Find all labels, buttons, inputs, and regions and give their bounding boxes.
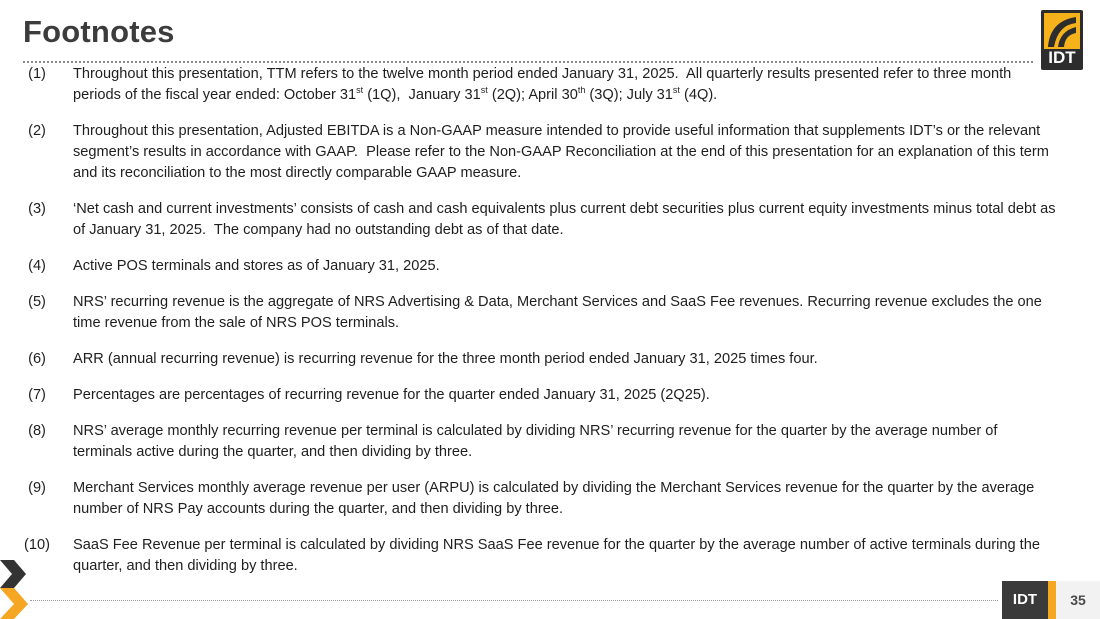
chevron-decoration-icon [0, 560, 30, 619]
footnote-item [0, 64, 1060, 106]
footnote-text: Merchant Services monthly average revenue per user (ARPU) is calculated by dividing the Merchant Services revenue for the quarter by the average number of NRS Pay accounts during the quarter, and then dividing by three. [73, 480, 1035, 517]
footer-accent-bar [1048, 581, 1056, 619]
footnotes-list [0, 64, 1060, 592]
footnote-text: NRS’ average monthly recurring revenue per terminal is calculated by dividing NRS’ recurring revenue for the quarter by the average number of terminals active during the quarter, and then dividing by three. [73, 423, 998, 460]
footer-divider [30, 600, 998, 601]
footnote-item [0, 535, 1060, 577]
footnote-text: Throughout this presentation, Adjusted EBITDA is a Non-GAAP measure intended to provide useful information that supplements IDT’s or the relevant segment’s results in accordance with GAAP. Please refer to the Non-GAAP Reconciliation at the end of this presentation for an explanation of this term and its reconciliation to the most directly comparable GAAP measure. [73, 123, 1049, 181]
footnote-number: (8) [28, 423, 46, 439]
footnote-item [0, 292, 1060, 334]
title-divider [23, 61, 1033, 63]
footer-brand: IDT [1002, 581, 1048, 619]
footnote-text: ‘Net cash and current investments’ consists of cash and cash equivalents plus current debt securities plus current equity investments minus total debt as of January 31, 2025. The company had no outstanding debt as of that date. [73, 201, 1056, 238]
footnote-text: SaaS Fee Revenue per terminal is calculated by dividing NRS SaaS Fee revenue for the quarter by the average number of active terminals during the quarter, and then dividing by three. [73, 537, 1040, 574]
footnote-text: Throughout this presentation, TTM refers to the twelve month period ended January 31, 2025. All quarterly results presented refer to three month periods of the fiscal year ended: October 31st (1Q), January 31st (2Q); April 30th (3Q); July 31st (4Q). [73, 66, 1012, 103]
idt-logo [1041, 10, 1083, 70]
footnote-item [0, 421, 1060, 463]
footnote-text: NRS’ recurring revenue is the aggregate of NRS Advertising & Data, Merchant Services and SaaS Fee revenues. Recurring revenue excludes the one time revenue from the sale of NRS POS terminals. [73, 294, 1042, 331]
idt-logo-icon [1044, 13, 1080, 49]
footnote-item [0, 121, 1060, 184]
footnote-item [0, 385, 1060, 406]
footnote-number: (1) [28, 66, 46, 82]
footnote-item [0, 199, 1060, 241]
footnote-number: (10) [24, 537, 50, 553]
footnote-text: Active POS terminals and stores as of January 31, 2025. [73, 258, 440, 274]
footnote-item [0, 256, 1060, 277]
footnote-number: (9) [28, 480, 46, 496]
footnote-number: (4) [28, 258, 46, 274]
logo-text: IDT [1048, 48, 1076, 67]
footnote-number: (3) [28, 201, 46, 217]
footnote-number: (5) [28, 294, 46, 310]
footnote-number: (6) [28, 351, 46, 367]
page-title: Footnotes [23, 14, 175, 49]
page-number: 35 [1056, 581, 1100, 619]
footnote-number: (7) [28, 387, 46, 403]
footnote-item [0, 478, 1060, 520]
footnote-item [0, 349, 1060, 370]
footnote-text: Percentages are percentages of recurring revenue for the quarter ended January 31, 2025 (2Q25). [73, 387, 710, 403]
footnote-number: (2) [28, 123, 46, 139]
footnote-text: ARR (annual recurring revenue) is recurring revenue for the three month period ended January 31, 2025 times four. [73, 351, 818, 367]
